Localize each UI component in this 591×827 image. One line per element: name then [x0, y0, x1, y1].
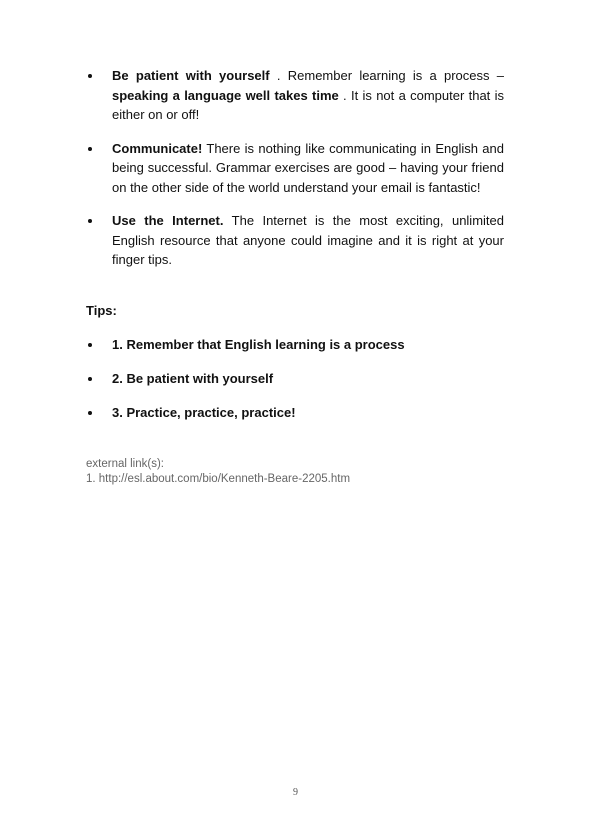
page-number: 9	[293, 787, 298, 798]
body-text: . Remember learning is a process –	[269, 68, 505, 83]
bullet-dot-icon	[88, 219, 92, 223]
bullet-paragraph	[112, 139, 504, 198]
bold-phrase: Communicate!	[112, 140, 203, 156]
body-text: The Internet is the most exciting, unlimited English resource that anyone could imagine and it is right at your finger tips.	[112, 213, 504, 267]
bullet-paragraph	[112, 66, 504, 125]
bullet-dot-icon	[88, 377, 92, 381]
bold-phrase: speaking a language well takes time	[112, 87, 339, 103]
tip-text: 2. Be patient with yourself	[112, 371, 274, 386]
body-text: . It is not a computer that is either on or off!	[112, 87, 504, 122]
tips-heading: Tips:	[86, 303, 117, 318]
tip-text: 3. Practice, practice, practice!	[112, 405, 296, 420]
bold-phrase: Use the Internet.	[112, 213, 224, 228]
tip-item	[86, 335, 504, 355]
bullet-item-communicate	[86, 139, 504, 198]
bullet-item-internet	[86, 211, 504, 270]
tip-item	[86, 369, 504, 389]
tip-text: 1. Remember that English learning is a process	[112, 337, 405, 352]
bullet-dot-icon	[88, 147, 92, 151]
bold-phrase: Be patient with yourself	[112, 68, 270, 83]
bullet-dot-icon	[88, 411, 92, 415]
external-link[interactable]: 1. http://esl.about.com/bio/Kenneth-Beare-2205.htm	[86, 473, 351, 485]
tip-item	[86, 403, 504, 423]
bullet-dot-icon	[88, 74, 92, 78]
bullet-item-patience	[86, 66, 504, 125]
external-links-label: external link(s):	[86, 458, 164, 470]
bullet-dot-icon	[88, 343, 92, 347]
tips-list	[86, 335, 504, 437]
main-bullet-list	[86, 66, 504, 284]
external-links-section	[86, 457, 350, 487]
bullet-paragraph	[112, 211, 504, 270]
body-text: There is nothing like communicating in English and being successful. Grammar exercises are good – having your friend on the other side of the world understand your email is fantastic!	[112, 140, 504, 195]
